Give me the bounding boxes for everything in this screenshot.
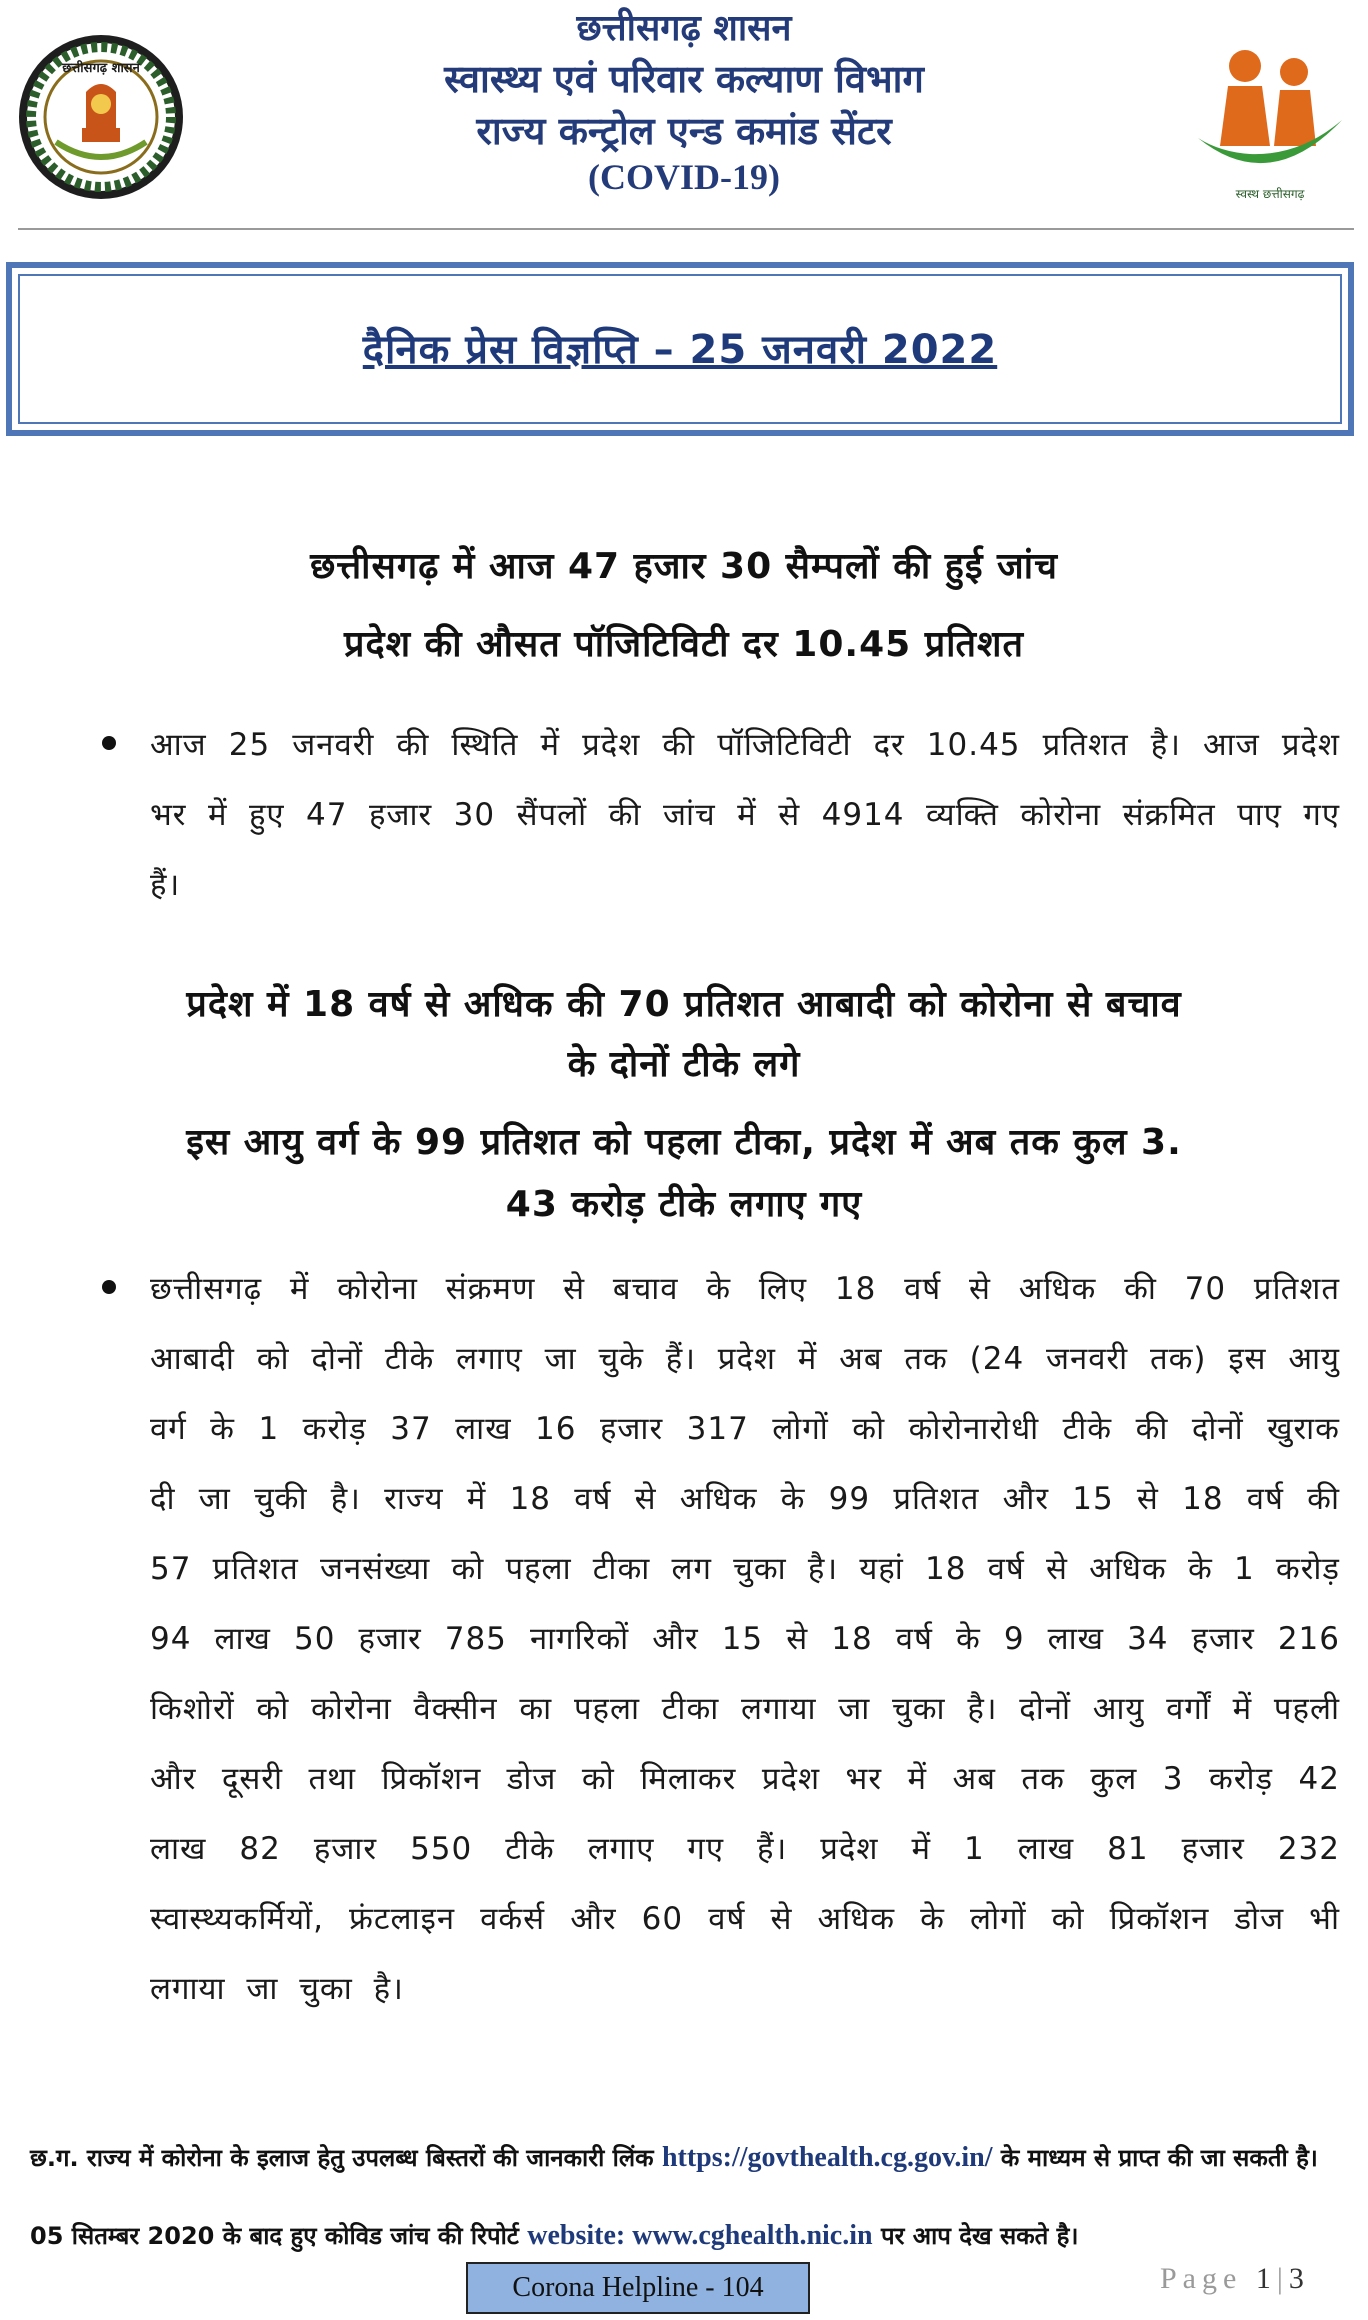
section2-headline-b-line2: 43 करोड़ टीके लगाए गए	[505, 1184, 863, 1225]
page-total: 3	[1288, 2262, 1310, 2295]
section1-headline-samples: छत्तीसगढ़ में आज 47 हजार 30 सैम्पलों की हुई जांच	[310, 546, 1058, 587]
section1-headline-positivity: प्रदेश की औसत पॉजिटिविटी दर 10.45 प्रतिशत	[343, 624, 1025, 665]
footer-report-text-end: पर आप देख सकते है।	[880, 2222, 1079, 2250]
footer-beds-text-end: के माध्यम से प्राप्त की जा सकती है।	[1000, 2144, 1318, 2172]
section2-headline-a-line1: प्रदेश में 18 वर्ष से अधिक की 70 प्रतिशत आबादी को कोरोना से बचाव	[186, 984, 1182, 1025]
cghealth-website-link[interactable]: website: www.cghealth.nic.in	[527, 2220, 873, 2251]
bullet-dot	[102, 1280, 116, 1294]
section1-bullet-text: आज 25 जनवरी की स्थिति में प्रदेश की पॉजिटिविटी दर 10.45 प्रतिशत है। आज प्रदेश भर में हुए 47 हजार 30 सैंपलों की जांच में से 4914 व्यक्ति कोरोना संक्रमित पाए गए हैं।	[150, 727, 1340, 903]
footer-beds-info	[30, 2138, 1350, 2178]
bullet-dot	[102, 736, 116, 750]
page-number	[1160, 2262, 1310, 2296]
header-line-command-center: राज्य कन्ट्रोल एन्ड कमांड सेंटर	[476, 109, 892, 153]
govthealth-link[interactable]: https://govthealth.cg.gov.in/	[661, 2142, 993, 2173]
page-current: 1	[1255, 2262, 1277, 2295]
page-label: Page	[1160, 2262, 1243, 2295]
header-divider	[18, 228, 1354, 230]
footer-beds-text: छ.ग. राज्य में कोरोना के इलाज हेतु उपलब्ध बिस्तरों की जानकारी लिंक	[30, 2144, 654, 2172]
title-box	[6, 262, 1354, 436]
corona-helpline-box: Corona Helpline - 104	[466, 2262, 810, 2314]
section2-headline-b-line1: इस आयु वर्ग के 99 प्रतिशत को पहला टीका, प्रदेश में अब तक कुल 3.	[186, 1122, 1182, 1163]
header-line-covid: (COVID-19)	[588, 157, 780, 197]
page-separator: |	[1276, 2262, 1289, 2295]
footer-report-text: 05 सितम्बर 2020 के बाद हुए कोविड जांच की रिपोर्ट	[30, 2222, 519, 2250]
header-line-department: स्वास्थ्य एवं परिवार कल्याण विभाग	[444, 57, 924, 101]
press-release-title: दैनिक प्रेस विज्ञप्ति – 25 जनवरी 2022	[362, 327, 998, 373]
emblem-caption: छत्तीसगढ़ शासन	[62, 61, 140, 76]
logo-caption: स्वस्थ छत्तीसगढ़	[1235, 187, 1305, 201]
swasth-chhattisgarh-logo	[1190, 28, 1350, 208]
section2-headline-a-line2: के दोनों टीके लगे	[567, 1044, 801, 1085]
cg-govt-emblem-logo	[16, 32, 186, 202]
header-line-govt: छत्तीसगढ़ शासन	[576, 8, 792, 49]
section2-bullet-text: छत्तीसगढ़ में कोरोना संक्रमण से बचाव के लिए 18 वर्ष से अधिक की 70 प्रतिशत आबादी को दोनों टीके लगाए जा चुके हैं। प्रदेश में अब तक (24 जनवरी तक) इस आयु वर्ग के 1 करोड़ 37 लाख 16 हजार 317 लोगों को कोरोनारोधी टीके की दोनों खुराक दी जा चुकी है। राज्य में 18 वर्ष से अधिक के 99 प्रतिशत और 15 से 18 वर्ष की 57 प्रतिशत जनसंख्या को पहला टीका लग चुका है। यहां 18 वर्ष से अधिक के 1 करोड़ 94 लाख 50 हजार 785 नागरिकों और 15 से 18 वर्ष के 9 लाख 34 हजार 216 किशोरों को कोरोना वैक्सीन का पहला टीका लगाया जा चुका है। दोनों आयु वर्गों में पहली और दूसरी तथा प्रिकॉशन डोज को मिलाकर प्रदेश भर में अब तक कुल 3 करोड़ 42 लाख 82 हजार 550 टीके लगाए गए हैं। प्रदेश में 1 लाख 81 हजार 232 स्वास्थ्यकर्मियों, फ्रंटलाइन वर्कर्स और 60 वर्ष से अधिक के लोगों को प्रिकॉशन डोज भी लगाया जा चुका है।	[150, 1271, 1340, 2007]
footer-report-info	[30, 2218, 1350, 2254]
